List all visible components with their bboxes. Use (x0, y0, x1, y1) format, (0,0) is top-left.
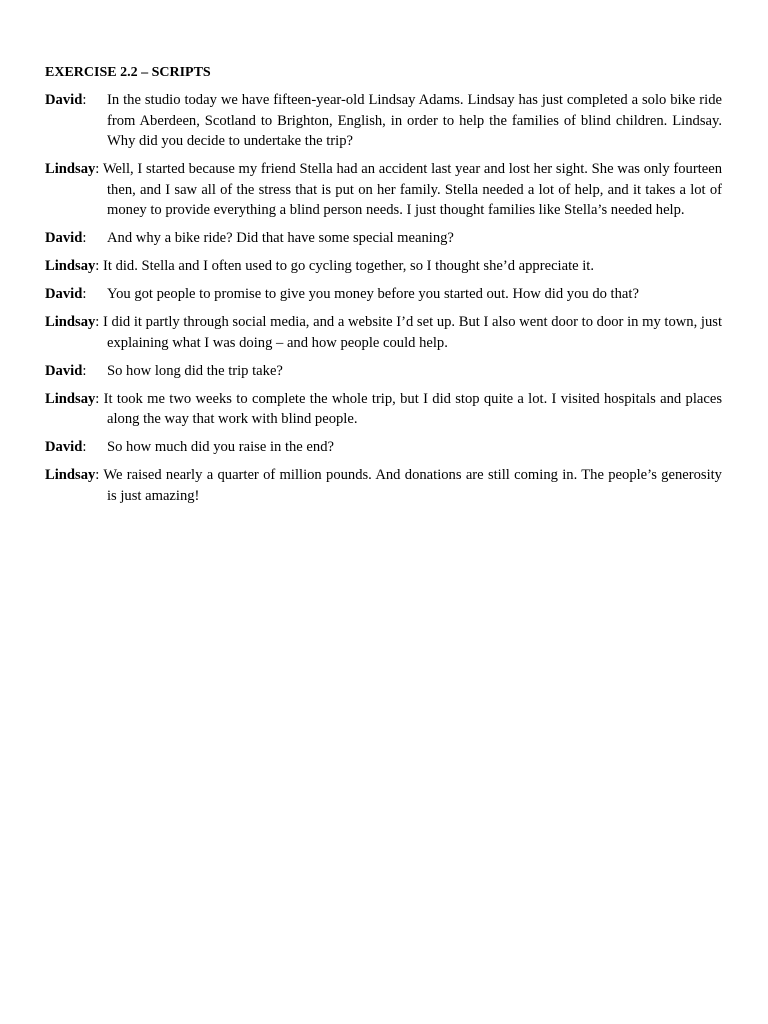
document-page (45, 63, 722, 514)
dialogue-turn-lindsay: Lindsay: It did. Stella and I often used to go cycling together, so I thought she’d appreciate it. (45, 258, 595, 274)
dialogue-text: Well, I started because my friend Stella had an accident last year and lost her sight. She was only fourteen then, and I saw all of the stress that is put on her family. Stella needed a lot of help, and it takes a lot of money to provide everything a blind person needs. I just thought families like Stella’s needed help. (102, 161, 722, 218)
dialogue-turn-lindsay: Lindsay: We raised nearly a quarter of million pounds. And donations are still coming in. The people’s generosity is just amazing! (45, 467, 722, 504)
dialogue-turn-david: David: You got people to promise to give you money before you started out. How did you do that? (45, 286, 639, 302)
speaker-name: David (45, 362, 83, 379)
dialogue-turn-david: David: And why a bike ride? Did that have some special meaning? (45, 230, 454, 246)
dialogue-turn-lindsay: Lindsay: It took me two weeks to complete the whole trip, but I did stop quite a lot. I visited hospitals and places along the way that work with blind people. (45, 390, 722, 427)
dialogue-text: And why a bike ride? Did that have some special meaning? (107, 230, 454, 246)
page-title: EXERCISE 2.2 – SCRIPTS (45, 65, 211, 80)
speaker-name: David (45, 286, 83, 302)
speaker-name: Lindsay (45, 390, 96, 407)
dialogue-turn-david: David: So how long did the trip take? (45, 362, 283, 379)
dialogue-text: In the studio today we have fifteen-year-old Lindsay Adams. Lindsay has just completed a solo bike ride from Aberdeen, Scotland to Brighton, English, in order to help the families of blind children. Lindsay. Why did you decide to undertake the trip? (107, 92, 722, 149)
dialogue-text: We raised nearly a quarter of million pounds. And donations are still coming in. The people’s generosity is just amazing! (103, 467, 722, 504)
dialogue-text: I did it partly through social media, and a website I’d set up. But I also went door to door in my town, just explaining what I was doing – and how people could help. (103, 314, 723, 351)
dialogue-text: It took me two weeks to complete the whole trip, but I did stop quite a lot. I visited hospitals and places along the way that work with blind people. (103, 390, 722, 427)
dialogue-text: It did. Stella and I often used to go cycling together, so I thought she’d appreciate it. (103, 258, 595, 274)
speaker-name: Lindsay (45, 161, 96, 177)
speaker-name: Lindsay (45, 258, 96, 274)
dialogue-text: So how long did the trip take? (107, 362, 283, 379)
dialogue-turn-david: David: So how much did you raise in the end? (45, 439, 334, 455)
speaker-name: David (45, 439, 83, 455)
speaker-name: David (45, 92, 83, 108)
dialogue-turn-lindsay: Lindsay: Well, I started because my friend Stella had an accident last year and lost her sight. She was only fourteen then, and I saw all of the stress that is put on her family. Stella needed a lot of help, and it takes a lot of money to provide everything a blind person needs. I just thought families like Stella’s needed help. (45, 161, 722, 218)
dialogue-turn-lindsay: Lindsay: I did it partly through social media, and a website I’d set up. But I also went door to door in my town, just explaining what I was doing – and how people could help. (45, 314, 723, 351)
speaker-name: David (45, 230, 83, 246)
dialogue-turn-david: David: In the studio today we have fifteen-year-old Lindsay Adams. Lindsay has just completed a solo bike ride from Aberdeen, Scotland to Brighton, English, in order to help the families of blind children. Lindsay. Why did you decide to undertake the trip? (45, 92, 722, 149)
dialogue-text: So how much did you raise in the end? (107, 439, 334, 455)
speaker-name: Lindsay (45, 314, 96, 330)
dialogue-text: You got people to promise to give you money before you started out. How did you do that? (107, 286, 639, 302)
speaker-name: Lindsay (45, 467, 96, 483)
